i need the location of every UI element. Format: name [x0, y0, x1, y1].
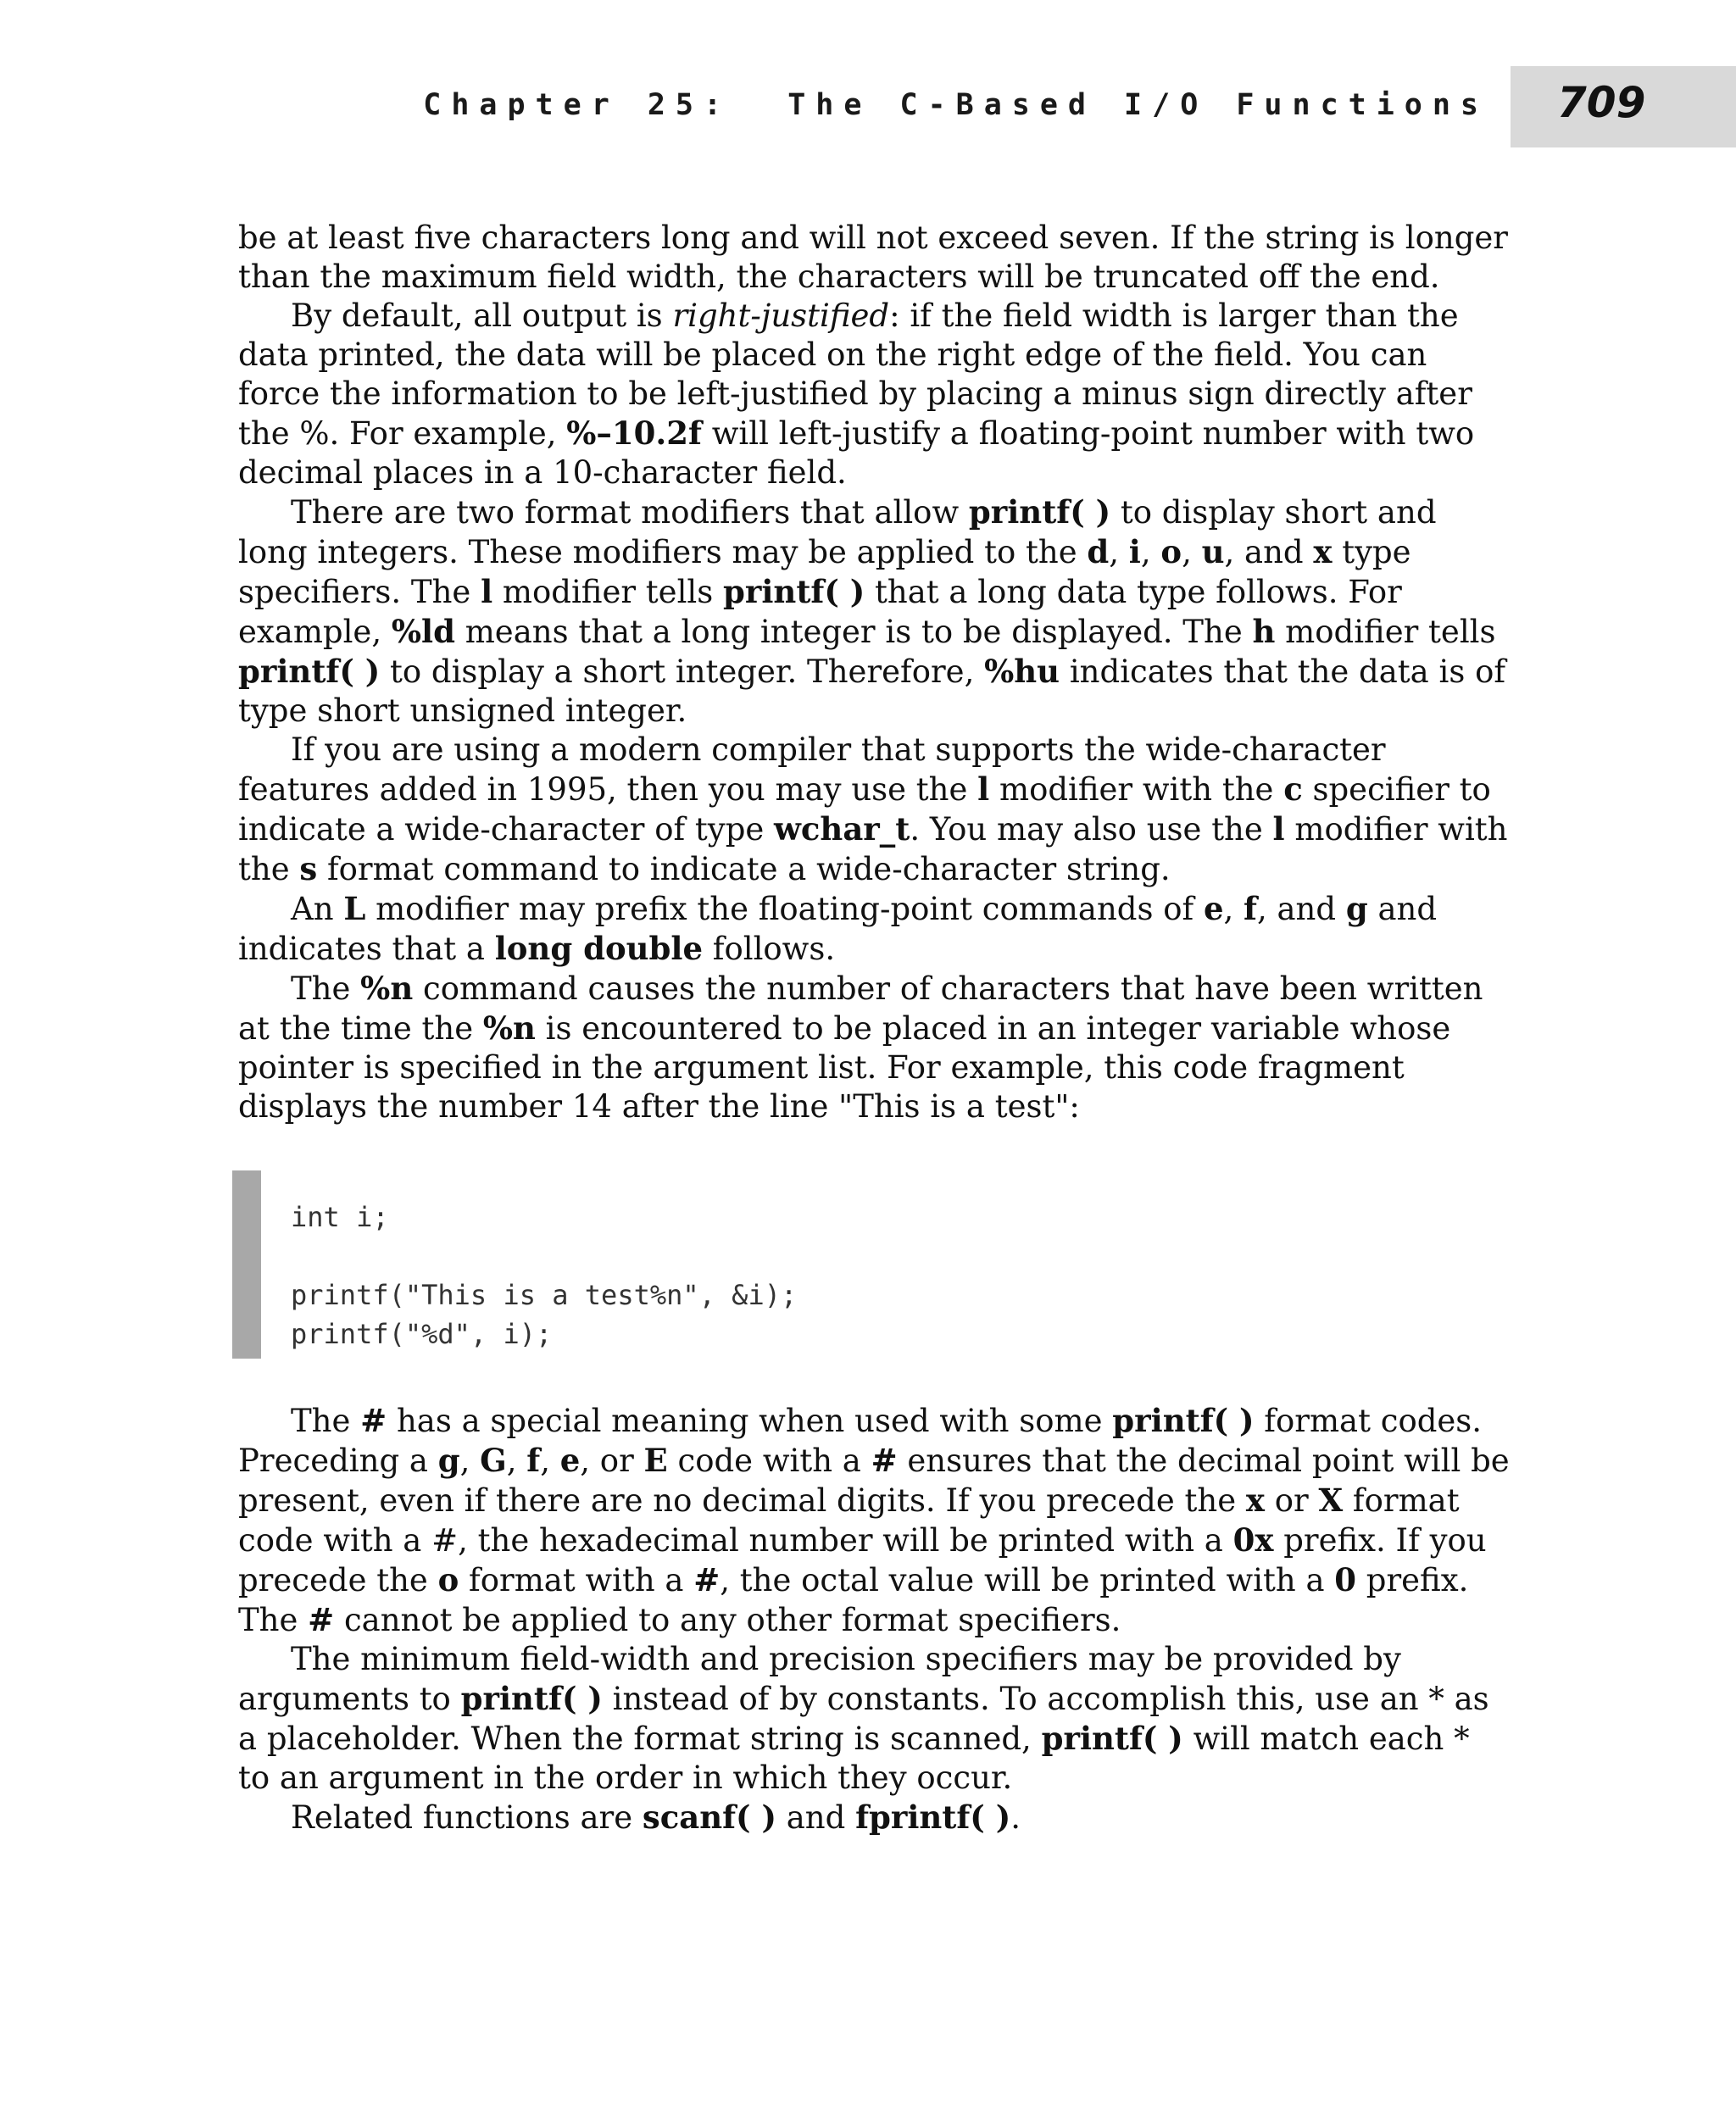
text: code with a [667, 1443, 871, 1479]
text: instead of by constants. To accomplish this, use an * as a placeholder. When the format string is scanned, [238, 1681, 1489, 1757]
text: modifier with the [989, 771, 1284, 808]
bold-term: u [1201, 533, 1225, 570]
text: The [291, 1403, 361, 1439]
body-text [238, 219, 1510, 1837]
text: , the octal value will be printed with a [720, 1562, 1335, 1598]
bold-term: e [1203, 890, 1224, 927]
text: , [1182, 534, 1202, 570]
text: is encountered to be placed in an integer variable whose pointer is specified in the argument list. For example, this code fragment displays the number 14 after the line "This is a test": [238, 1010, 1451, 1125]
text: format with a [459, 1562, 694, 1598]
italic-term: right-justified [672, 297, 890, 334]
bold-term: l [977, 770, 990, 808]
bold-term: h [1252, 613, 1276, 650]
text: to display short and long integers. These modifiers may be applied to the [238, 494, 1437, 570]
text: modifier may prefix the floating-point commands of [365, 891, 1204, 927]
bold-term: x [1245, 1482, 1265, 1519]
bold-term: %n [360, 970, 414, 1007]
text: The [291, 970, 361, 1007]
text: , [1140, 534, 1161, 570]
bold-term: E [643, 1442, 668, 1479]
paragraph-3 [238, 492, 1510, 731]
code-margin-bar [232, 1170, 261, 1359]
bold-term: printf( ) [460, 1680, 603, 1717]
text: to display a short integer. Therefore, [380, 653, 985, 690]
bold-term: l [1272, 810, 1285, 848]
running-head: Chapter 25: The C-Based I/O Functions [423, 88, 1488, 122]
text: ensures that the decimal point will be present, even if there are no decimal digits. If you precede the [238, 1443, 1510, 1519]
bold-term: long double [494, 930, 703, 967]
page-number: 709 [1557, 78, 1646, 127]
text: modifier tells [1275, 614, 1496, 650]
bold-term: g [437, 1442, 460, 1479]
bold-term: printf( ) [723, 573, 865, 610]
text: . You may also use the [910, 811, 1273, 848]
text: modifier tells [492, 574, 723, 610]
code-line: int i; [291, 1201, 389, 1233]
text: There are two format modifiers that allow [291, 494, 969, 531]
bold-term: printf( ) [238, 653, 381, 690]
text: prefix. If you precede the [238, 1522, 1487, 1598]
paragraph-5 [238, 889, 1510, 969]
bold-term: 0x [1232, 1521, 1274, 1559]
paragraph-7 [238, 1401, 1510, 1640]
paragraph-2 [238, 297, 1510, 492]
text: means that a long integer is to be displayed. The [454, 614, 1253, 650]
bold-term: X [1318, 1482, 1344, 1519]
bold-term: # [360, 1402, 387, 1439]
text: An [291, 891, 344, 927]
paragraph-1 [238, 219, 1510, 297]
text: : if the field width is larger than the data printed, the data will be placed on the right edge of the field. You can force the information to be left-justified by placing a minus sign directly after the %. For example, [238, 297, 1472, 452]
bold-term: i [1128, 533, 1141, 570]
text: The minimum field-width and precision specifiers may be provided by arguments to [238, 1641, 1401, 1717]
bold-term: scanf( ) [642, 1798, 776, 1836]
text: , [506, 1443, 527, 1479]
bold-term: f [526, 1442, 541, 1479]
bold-term: d [1087, 533, 1110, 570]
bold-term: o [1160, 533, 1182, 570]
text: , and [1256, 891, 1346, 927]
text: , [1109, 534, 1129, 570]
bold-term: c [1283, 770, 1303, 808]
text: , and [1224, 534, 1314, 570]
text: format command to indicate a wide-character string. [317, 851, 1171, 887]
paragraph-4 [238, 731, 1510, 889]
bold-term: # [693, 1561, 721, 1598]
bold-term: L [343, 890, 366, 927]
text: specifier to indicate a wide-character of type [238, 771, 1491, 848]
bold-term: g [1345, 890, 1368, 927]
text: . [1010, 1799, 1021, 1836]
code-line: printf("This is a test%n", &i); [291, 1279, 798, 1311]
bold-term: %ld [391, 613, 455, 650]
bold-term: s [299, 850, 318, 887]
text: and indicates that a [238, 891, 1438, 967]
bold-term: # [308, 1601, 335, 1638]
text: If you are using a modern compiler that supports the wide-character features added in 1995, then you may use the [238, 731, 1386, 808]
bold-term: fprintf( ) [855, 1798, 1011, 1836]
text: will left-justify a floating-point number with two decimal places in a 10-character field. [238, 415, 1475, 491]
text: Related functions are [291, 1799, 643, 1836]
bold-term: # [871, 1442, 898, 1479]
bold-term: e [559, 1442, 581, 1479]
bold-term: printf( ) [1041, 1720, 1183, 1757]
bold-term: 0 [1334, 1561, 1357, 1598]
text: , or [580, 1443, 644, 1479]
text: prefix. The [238, 1562, 1469, 1638]
paragraph-9 [238, 1798, 1510, 1837]
paragraph-8 [238, 1640, 1510, 1798]
text: will match each * to an argument in the order in which they occur. [238, 1721, 1470, 1796]
page-header [0, 66, 1736, 147]
text: , [540, 1443, 560, 1479]
text: , [459, 1443, 481, 1479]
text: or [1264, 1482, 1319, 1519]
text: that a long data type follows. For example, [238, 574, 1402, 650]
text: indicates that the data is of type short unsigned integer. [238, 653, 1506, 729]
text: has a special meaning when used with some [387, 1403, 1113, 1439]
text: and [776, 1799, 856, 1836]
bold-term: printf( ) [968, 493, 1111, 531]
text: be at least five characters long and will not exceed seven. If the string is longer than the maximum field width, the characters will be truncated off the end. [238, 220, 1508, 295]
text: modifier with the [238, 811, 1508, 887]
bold-term: %hu [984, 653, 1060, 690]
text: type specifiers. The [238, 534, 1411, 610]
text: format code with a #, the hexadecimal number will be printed with a [238, 1482, 1460, 1559]
bold-term: f [1244, 890, 1257, 927]
bold-term: G [480, 1442, 507, 1479]
bold-term: %n [482, 1009, 536, 1047]
code-block [238, 1170, 1510, 1359]
text: cannot be applied to any other format specifiers. [334, 1602, 1121, 1638]
bold-term: wchar_t [774, 810, 910, 848]
bold-term: l [481, 573, 493, 610]
page-number-tab [1511, 66, 1736, 147]
text: By default, all output is [291, 297, 673, 334]
bold-term: x [1313, 533, 1333, 570]
text: , [1223, 891, 1244, 927]
text: command causes the number of characters that have been written at the time the [238, 970, 1483, 1047]
paragraph-6 [238, 969, 1510, 1126]
text: format codes. Preceding a [238, 1403, 1483, 1479]
bold-term: %–10.2f [566, 414, 702, 452]
text: follows. [703, 931, 836, 967]
code-line: printf("%d", i); [291, 1318, 553, 1350]
bold-term: o [437, 1561, 459, 1598]
bold-term: printf( ) [1112, 1402, 1255, 1439]
